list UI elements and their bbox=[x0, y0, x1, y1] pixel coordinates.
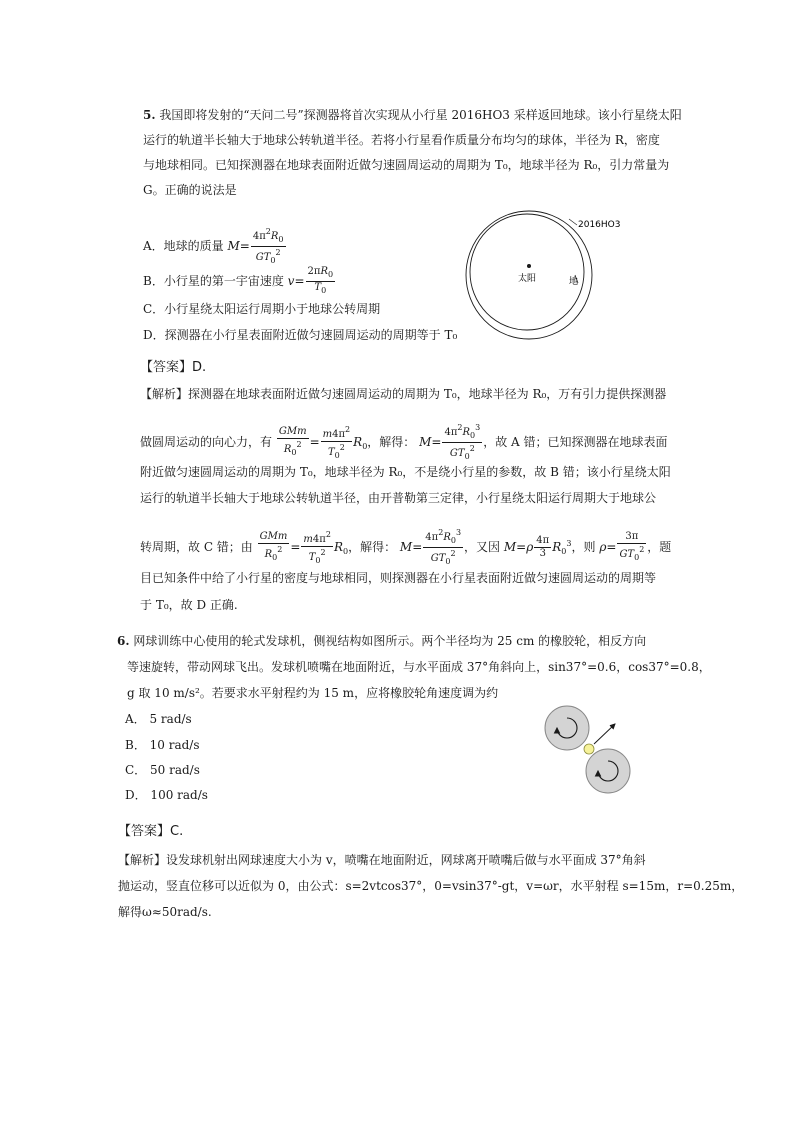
q5-analysis-line-3: 附近做匀速圆周运动的周期为 T₀，地球半径为 R₀，不是绕小行星的参数，故 B 错；该小行星绕太阳 bbox=[140, 465, 671, 479]
q5-option-a-formula: $\frac{4\pi^2R_0}{GT_0^2}$ bbox=[252, 227, 284, 265]
q5-option-d: D．探测器在小行星表面附近做匀速圆周运动的周期等于 T₀ bbox=[143, 328, 458, 342]
q5-stem-line-1 bbox=[143, 107, 682, 123]
q5-stem-line-3: 与地球相同。已知探测器在地球表面附近做匀速圆周运动的周期为 T₀，地球半径为 R₀，引力常量为 bbox=[143, 158, 670, 172]
ball-launcher-diagram bbox=[545, 704, 635, 804]
q6-option-a: A． 5 rad/s bbox=[125, 712, 192, 726]
q6-analysis-line-2: 抛运动，竖直位移可以近似为 0，由公式：s=2vtcos37°，0=vsin37°-gt，v=ωr，水平射程 s=15m，r=0.25m， bbox=[118, 879, 744, 893]
q5-option-b-formula: $\frac{2\pi R_0}{T_0}$ bbox=[307, 266, 334, 295]
q5-option-a: A．地球的质量 M= $\frac{4\pi^2R_0}{GT_0^2}$ bbox=[143, 227, 284, 265]
q5-number: 5. bbox=[143, 108, 156, 122]
q5-analysis-text-5a: 转周期，故 C 错；由 bbox=[140, 540, 253, 554]
tennis-ball bbox=[584, 744, 594, 754]
q6-option-c: C． 50 rad/s bbox=[125, 763, 200, 777]
q5-answer: 【答案】D. bbox=[140, 360, 207, 375]
q5-analysis-line-7: 于 T₀，故 D 正确. bbox=[140, 598, 238, 612]
sun-dot bbox=[527, 264, 531, 268]
lower-rubber-wheel bbox=[586, 749, 630, 793]
q5-analysis-line-2: 做圆周运动的向心力，有 $\frac{\text{GMm}}{R_0^2}$ = $\frac{m4\pi^2}{T_0^2}$ $R_0$，解得： M= $\frac{4\pi^2R_0^3}{GT_0^2}$ ，故 A 错；已知探测器在地球表面 bbox=[140, 423, 668, 461]
q6-analysis-line-1: 【解析】设发球机射出网球速度大小为 v，喷嘴在地面附近，网球离开喷嘴后做与水平面成 37°角斜 bbox=[118, 853, 646, 867]
q5-analysis-text-5d: ，则 bbox=[571, 540, 596, 554]
orbit-diagram bbox=[465, 205, 621, 345]
asteroid-pointer bbox=[569, 219, 577, 225]
upper-rubber-wheel bbox=[545, 706, 589, 750]
q5-stem-line-2: 运行的轨道半长轴大于地球公转轨道半径。若将小行星看作质量分布均匀的球体，半径为 R，密度 bbox=[143, 133, 660, 147]
q5-analysis-line-6: 目已知条件中给了小行星的密度与地球相同，则探测器在小行星表面附近做匀速圆周运动的周期等 bbox=[140, 571, 657, 585]
sun-label: 太阳 bbox=[518, 274, 537, 284]
q5-option-b-text: B．小行星的第一宇宙速度 bbox=[143, 274, 284, 288]
q6-stem-line-3: g 取 10 m/s²。若要求水平射程约为 15 m，应将橡胶轮角速度调为约 bbox=[127, 686, 499, 700]
q5-analysis-text-5b: ，解得： bbox=[348, 540, 397, 554]
q5-analysis-line-5: 转周期，故 C 错；由 $\frac{\text{GMm}}{R_0^2}$ = $\frac{m4\pi^2}{T_0^2}$ $R_0$，解得： M= $\frac{4\pi^2R_0^3}{GT_0^2}$ ，又因 M=ρ $\frac{4\pi}{3}$ $R_0^3$，则 ρ= $\frac{3\pi}{GT_0^2}$ ，题 bbox=[140, 528, 672, 566]
q6-stem-text-1: 网球训练中心使用的轮式发球机，侧视结构如图所示。两个半径均为 25 cm 的橡胶轮，相反方向 bbox=[133, 634, 647, 648]
q6-number: 6. bbox=[117, 634, 130, 648]
q6-option-d: D． 100 rad/s bbox=[125, 788, 208, 802]
q5-stem-text-1: 我国即将发射的“天问二号”探测器将首次实现从小行星 2016HO3 采样返回地球。该小行星绕太阳 bbox=[159, 108, 682, 122]
q6-answer: 【答案】C. bbox=[118, 824, 184, 839]
q6-stem-line-2: 等速旋转，带动网球飞出。发球机喷嘴在地面附近，与水平面成 37°角斜向上，sin37°=0.6，cos37°=0.8， bbox=[127, 660, 711, 674]
q5-analysis-text-2c: ，故 A 错；已知探测器在地球表面 bbox=[483, 435, 668, 449]
earth-label: 地 bbox=[569, 277, 579, 287]
q6-stem-line-1 bbox=[117, 633, 646, 649]
earth-orbit bbox=[470, 214, 584, 330]
q5-analysis-line-1: 【解析】探测器在地球表面附近做匀速圆周运动的周期为 T₀，地球半径为 R₀，万有引力提供探测器 bbox=[140, 387, 667, 401]
q5-stem-line-4: G。正确的说法是 bbox=[143, 183, 237, 197]
asteroid-label: 2016HO3 bbox=[578, 220, 621, 230]
q5-option-a-text: A．地球的质量 bbox=[143, 239, 224, 253]
q5-analysis-line-4: 运行的轨道半长轴大于地球公转轨道半径，由开普勒第三定律，小行星绕太阳运行周期大于地球公 bbox=[140, 491, 657, 505]
q6-analysis-line-3: 解得ω≈50rad/s. bbox=[118, 905, 212, 919]
q6-option-b: B． 10 rad/s bbox=[125, 738, 200, 752]
q5-option-c: C．小行星绕太阳运行周期小于地球公转周期 bbox=[143, 302, 381, 316]
q5-analysis-text-2b: ，解得： bbox=[367, 435, 416, 449]
q5-option-b: B．小行星的第一宇宙速度 v= $\frac{2\pi R_0}{T_0}$ bbox=[143, 266, 334, 295]
q5-analysis-text-2a: 做圆周运动的向心力，有 bbox=[140, 435, 273, 449]
q5-analysis-text-5c: ，又因 bbox=[464, 540, 501, 554]
q5-analysis-text-5e: ，题 bbox=[647, 540, 672, 554]
launch-direction-arrow bbox=[594, 724, 615, 744]
